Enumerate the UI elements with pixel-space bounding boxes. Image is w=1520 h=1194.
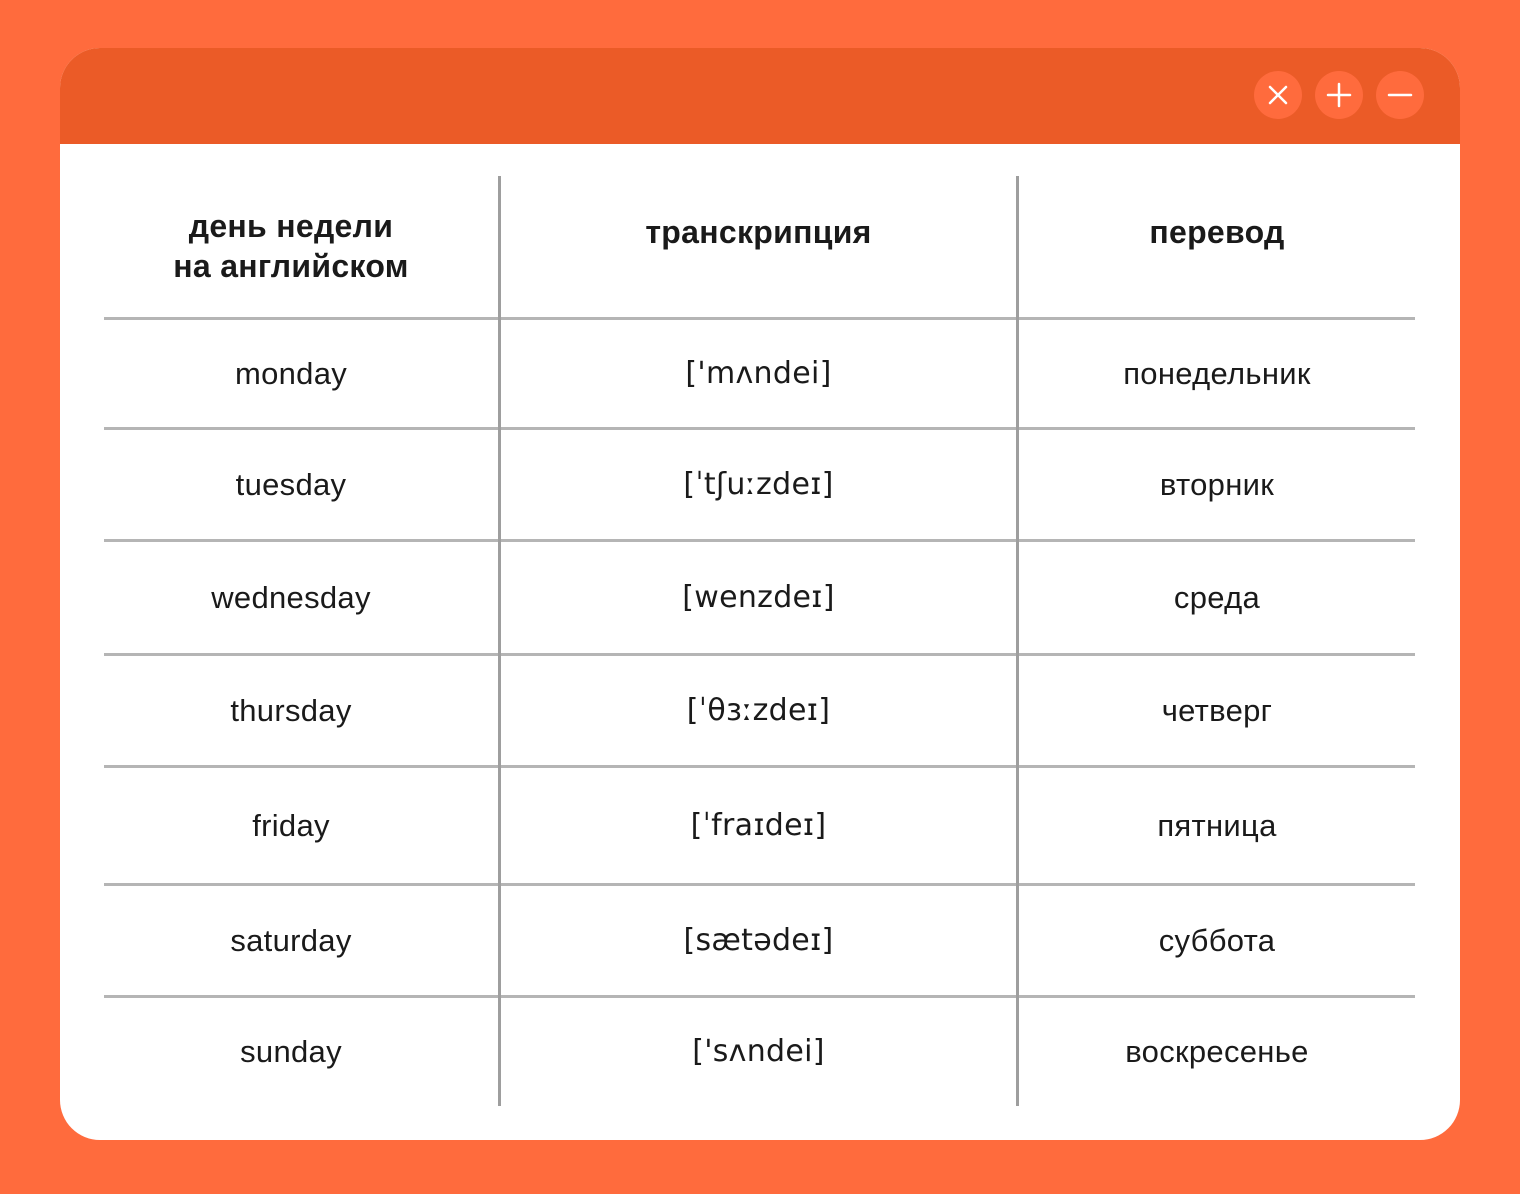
cell-transcription: [sætədeɪ] xyxy=(683,922,834,958)
cell-english: saturday xyxy=(230,922,352,958)
header-transcription: транскрипция xyxy=(645,214,872,250)
cell-english: tuesday xyxy=(235,466,347,502)
app-window xyxy=(60,48,1460,1140)
header-english-line2: на английском xyxy=(173,248,409,284)
close-icon xyxy=(1254,71,1302,119)
cell-translation: среда xyxy=(1173,579,1261,615)
cell-english: monday xyxy=(234,355,348,391)
cell-translation: суббота xyxy=(1158,922,1276,958)
cell-english: thursday xyxy=(230,692,352,728)
add-button[interactable] xyxy=(1315,71,1363,119)
minimize-button[interactable] xyxy=(1376,71,1424,119)
cell-english: friday xyxy=(252,807,330,843)
cell-translation: воскресенье xyxy=(1125,1034,1309,1069)
cell-translation: вторник xyxy=(1159,466,1275,502)
cell-english: wednesday xyxy=(211,579,371,615)
close-button[interactable] xyxy=(1254,71,1302,119)
header-english xyxy=(104,176,478,316)
cell-translation: пятница xyxy=(1157,807,1277,843)
cell-transcription: ['mʌndei] xyxy=(685,355,832,391)
header-translation: перевод xyxy=(1149,214,1285,250)
cell-transcription: [wenzdeɪ] xyxy=(682,579,835,615)
cell-english: sunday xyxy=(240,1034,342,1069)
minus-icon xyxy=(1376,71,1424,119)
title-bar xyxy=(60,48,1460,144)
cell-translation: четверг xyxy=(1161,692,1273,728)
header-english-line1: день недели xyxy=(188,208,394,244)
days-of-week-table xyxy=(104,176,1415,1106)
plus-icon xyxy=(1315,71,1363,119)
cell-transcription: [ˈfraɪdeɪ] xyxy=(690,807,827,843)
cell-transcription: [ˈθɜːzdeɪ] xyxy=(686,692,831,728)
cell-transcription: [ˈtʃuːzdeɪ] xyxy=(683,466,834,502)
cell-translation: понедельник xyxy=(1123,355,1311,391)
cell-transcription: ['sʌndei] xyxy=(692,1034,825,1069)
